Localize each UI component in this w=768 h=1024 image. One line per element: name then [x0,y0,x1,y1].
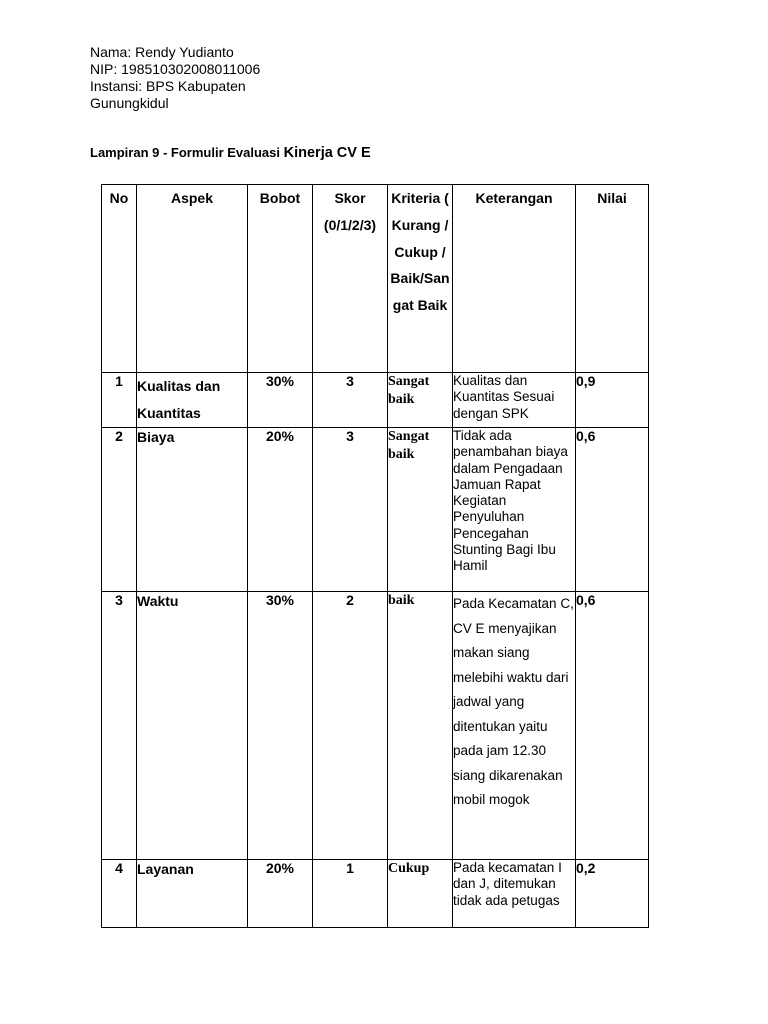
row-keterangan: Kualitas dan Kuantitas Sesuai dengan SPK [453,373,576,428]
row-keterangan: Tidak ada penambahan biaya dalam Pengadaan Jamuan Rapat Kegiatan Penyuluhan Pencegahan Stunting Bagi Ibu Hamil [453,428,576,592]
row-kriteria: Sangat baik [388,373,453,428]
row-skor: 3 [313,428,388,592]
row-aspek: Waktu [137,592,248,860]
header-kriteria: Kriteria ( Kurang /Cukup /Baik/Sangat Baik [388,185,453,373]
row-kriteria: Sangat baik [388,428,453,592]
table-row [102,860,649,928]
row-kriteria: Cukup [388,860,453,928]
table-row [102,592,649,860]
row-keterangan: Pada kecamatan I dan J, ditemukan tidak ada petugas [453,860,576,928]
table-header-row [102,185,649,373]
table-row [102,373,649,428]
header-skor: Skor (0/1/2/3) [313,185,388,373]
row-skor: 1 [313,860,388,928]
row-nilai: 0,6 [576,592,649,860]
header-nilai: Nilai [576,185,649,373]
row-aspek: Kualitas dan Kuantitas [137,373,248,428]
row-no: 4 [102,860,137,928]
instansi-line-2: Gunungkidul [90,95,169,111]
row-bobot: 20% [248,860,313,928]
nip-line: NIP: 198510302008011006 [90,61,261,77]
name-line: Nama: Rendy Yudianto [90,44,234,60]
row-bobot: 30% [248,373,313,428]
row-bobot: 20% [248,428,313,592]
row-keterangan: Pada Kecamatan C, CV E menyajikan makan siang melebihi waktu dari jadwal yang ditentukan yaitu pada jam 12.30 siang dikarenakan mobil mogok [453,592,576,860]
row-bobot: 30% [248,592,313,860]
row-nilai: 0,2 [576,860,649,928]
row-no: 2 [102,428,137,592]
document-title [90,145,371,161]
title-part-1: Lampiran 9 - Formulir Evaluasi [90,145,284,160]
row-no: 3 [102,592,137,860]
row-skor: 3 [313,373,388,428]
header-aspek: Aspek [137,185,248,373]
row-nilai: 0,9 [576,373,649,428]
row-aspek: Layanan [137,860,248,928]
header-no: No [102,185,137,373]
header-bobot: Bobot [248,185,313,373]
row-skor: 2 [313,592,388,860]
row-no: 1 [102,373,137,428]
header-info [90,44,260,112]
title-part-2: Kinerja CV E [283,145,371,161]
row-kriteria: baik [388,592,453,860]
table-row [102,428,649,592]
header-keterangan: Keterangan [453,185,576,373]
row-nilai: 0,6 [576,428,649,592]
row-aspek: Biaya [137,428,248,592]
evaluation-table [101,184,649,928]
instansi-line: Instansi: BPS Kabupaten [90,78,246,94]
